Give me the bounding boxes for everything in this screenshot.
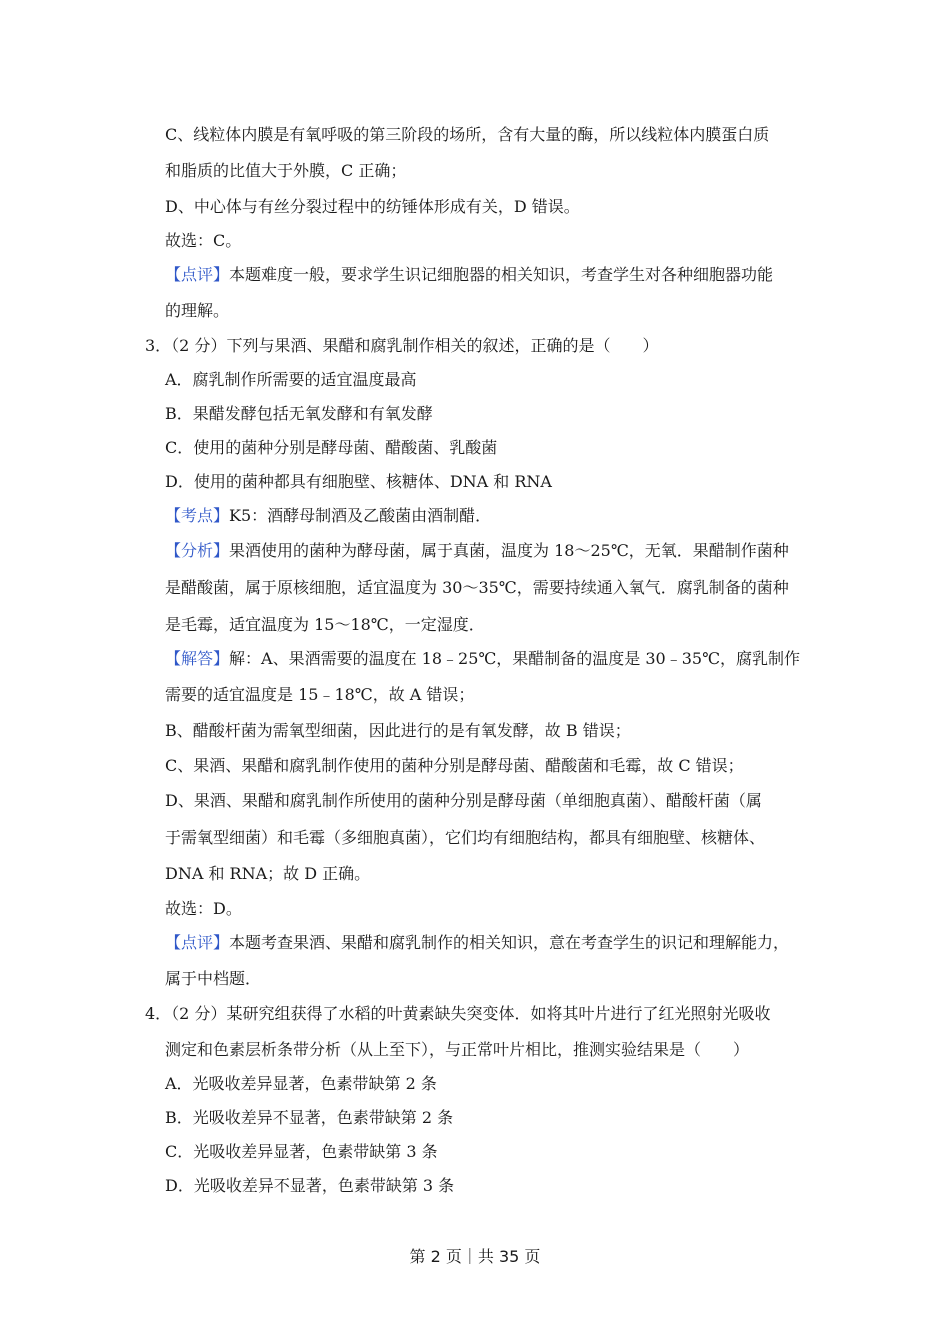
review-line: 【点评】本题考查果酒、果醋和腐乳制作的相关知识，意在考查学生的识记和理解能力，: [165, 933, 790, 952]
paragraph-line: 需要的适宜温度是 15﹣18℃，故 A 错误；: [165, 685, 475, 704]
paragraph-line: B、醋酸杆菌为需氧型细菌，因此进行的是有氧发酵，故 B 错误；: [165, 721, 631, 740]
paragraph-line: C、果酒、果醋和腐乳制作使用的菌种分别是酵母菌、醋酸菌和毛霉，故 C 错误；: [165, 756, 744, 775]
option-a: A．腐乳制作所需要的适宜温度最高: [165, 370, 417, 389]
answer-tag: 【解答】: [165, 649, 230, 668]
option-d: D．使用的菌种都具有细胞壁、核糖体、DNA 和 RNA: [165, 472, 552, 491]
analysis-tag: 【分析】: [165, 541, 230, 560]
question-4-stem: 4．（2 分）某研究组获得了水稻的叶黄素缺失突变体．如将其叶片进行了红光照射光吸收: [145, 1004, 771, 1023]
paragraph-line: D、中心体与有丝分裂过程中的纺锤体形成有关，D 错误。: [165, 197, 580, 216]
paragraph-line: 是毛霉，适宜温度为 15～18℃，一定湿度．: [165, 615, 485, 634]
page-footer: 第 2 页｜共 35 页: [409, 1247, 541, 1266]
paragraph-line: 故选：C。: [165, 231, 242, 250]
option-d: D．光吸收差异不显著，色素带缺第 3 条: [165, 1176, 455, 1195]
paragraph-line: 的理解。: [165, 301, 230, 320]
paragraph-line: 于需氧型细菌）和毛霉（多细胞真菌），它们均有细胞结构，都具有细胞壁、核糖体、: [165, 828, 766, 847]
option-a: A．光吸收差异显著，色素带缺第 2 条: [165, 1074, 437, 1093]
answer-line: 【解答】解：A、果酒需要的温度在 18﹣25℃，果醋制备的温度是 30﹣35℃，腐乳制作: [165, 649, 800, 668]
review-tag: 【点评】: [165, 265, 230, 284]
option-b: B．光吸收差异不显著，色素带缺第 2 条: [165, 1108, 454, 1127]
review-tag: 【点评】: [165, 933, 230, 952]
paragraph-line: 测定和色素层析条带分析（从上至下），与正常叶片相比，推测实验结果是（ ）: [165, 1040, 750, 1059]
paragraph-line: 和脂质的比值大于外膜，C 正确；: [165, 161, 407, 180]
paragraph-line: 是醋酸菌，属于原核细胞，适宜温度为 30～35℃，需要持续通入氧气．腐乳制备的菌种: [165, 578, 789, 597]
knowledge-point-tag: 【考点】: [165, 506, 230, 525]
paragraph-line: D、果酒、果醋和腐乳制作所使用的菌种分别是酵母菌（单细胞真菌）、醋酸杆菌（属: [165, 791, 762, 810]
review-line: 【点评】本题难度一般，要求学生识记细胞器的相关知识，考查学生对各种细胞器功能: [165, 265, 774, 284]
paragraph-line: DNA 和 RNA；故 D 正确。: [165, 864, 371, 883]
analysis-line: 【分析】果酒使用的菌种为酵母菌，属于真菌，温度为 18～25℃，无氧．果醋制作菌种: [165, 541, 789, 560]
option-b: B．果醋发酵包括无氧发酵和有氧发酵: [165, 404, 433, 423]
question-3-stem: 3．（2 分）下列与果酒、果醋和腐乳制作相关的叙述，正确的是（ ）: [145, 336, 659, 355]
paragraph-line: 属于中档题．: [165, 969, 262, 988]
option-c: C．光吸收差异显著，色素带缺第 3 条: [165, 1142, 438, 1161]
option-c: C．使用的菌种分别是酵母菌、醋酸菌、乳酸菌: [165, 438, 498, 457]
paragraph-line: C、线粒体内膜是有氧呼吸的第三阶段的场所，含有大量的酶，所以线粒体内膜蛋白质: [165, 125, 770, 144]
knowledge-point-line: 【考点】K5：酒酵母制酒及乙酸菌由酒制醋．: [165, 506, 492, 525]
paragraph-line: 故选：D。: [165, 899, 242, 918]
